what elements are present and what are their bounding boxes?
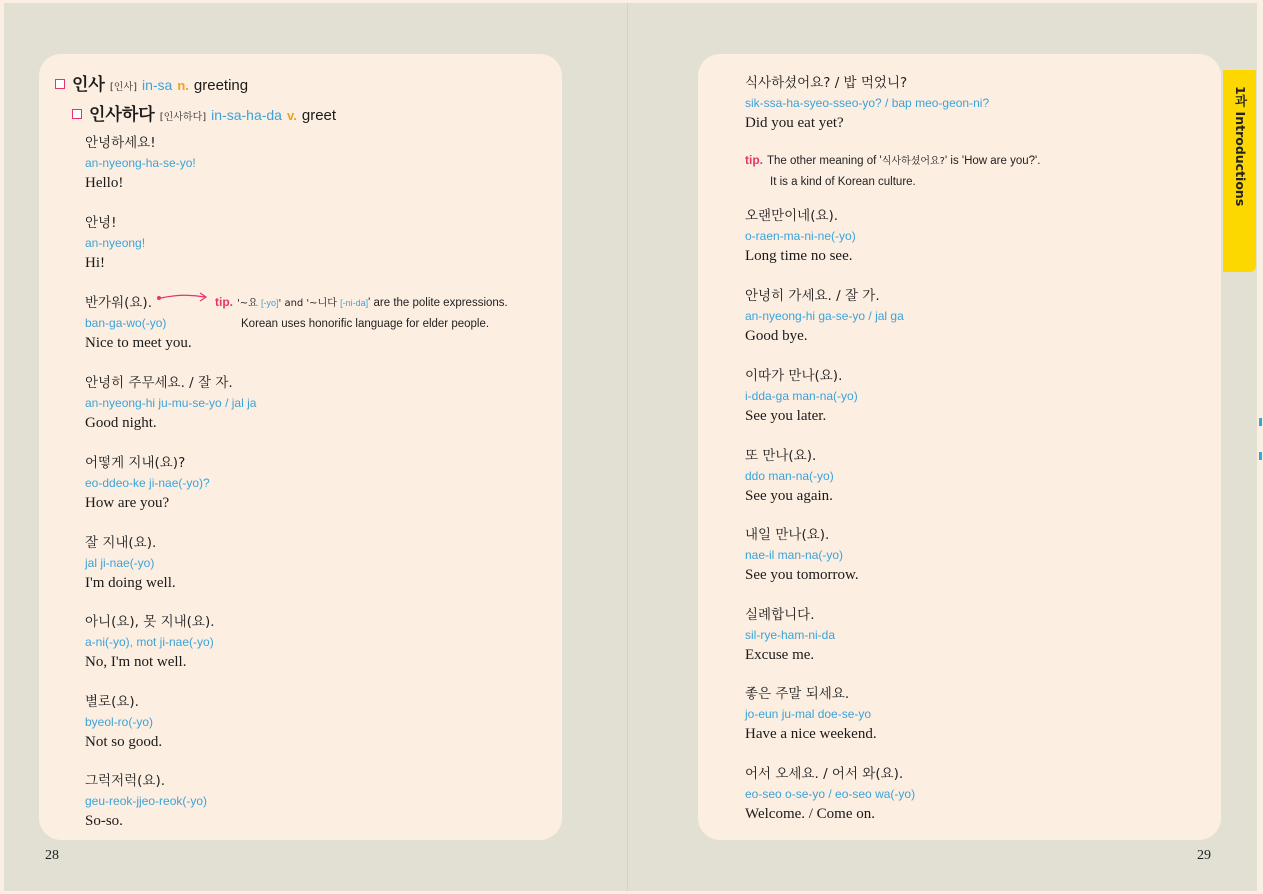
phrase-romanization: sik-ssa-ha-syeo-sseo-yo? / bap meo-geon-ni? xyxy=(745,96,990,110)
tip-note xyxy=(745,150,1040,193)
phrase-romanization: an-nyeong-hi ju-mu-se-yo / jal ja xyxy=(85,396,257,410)
tip-label: tip. xyxy=(745,153,763,167)
phrase-english: See you later. xyxy=(745,408,827,424)
tip-line-1 xyxy=(215,292,508,314)
phrase-korean: 별로(요). xyxy=(85,694,139,710)
phrase-korean: 잘 지내(요). xyxy=(85,535,157,551)
headword-pos: n. xyxy=(177,78,189,93)
phrase-english: Did you eat yet? xyxy=(745,115,844,131)
tip-arrow-icon xyxy=(155,292,211,306)
phrase-entry xyxy=(745,764,915,824)
phrase-english: Have a nice weekend. xyxy=(745,726,877,742)
subheadword-english: greet xyxy=(301,107,337,124)
edge-marker xyxy=(1259,452,1262,460)
phrase-romanization: jo-eun ju-mal doe-se-yo xyxy=(745,707,872,721)
phrase-entry xyxy=(85,692,162,752)
phrase-entry xyxy=(745,286,904,346)
headword-pronunciation: [인사] xyxy=(109,82,137,93)
phrase-korean: 오랜만이네(요). xyxy=(745,208,839,224)
headword xyxy=(55,70,248,95)
tip-label: tip. xyxy=(215,295,233,309)
phrase-entry xyxy=(745,366,858,426)
phrase-korean: 또 만나(요). xyxy=(745,448,817,464)
phrase-korean: 그럭저럭(요). xyxy=(85,773,166,789)
phrase-english: See you tomorrow. xyxy=(745,567,859,583)
subheadword-romanization: in-sa-ha-da xyxy=(211,107,282,123)
tip-note xyxy=(215,292,508,335)
phrase-korean: 실례합니다. xyxy=(745,607,815,623)
tip-text: '~요 xyxy=(237,298,258,309)
phrase-romanization: nae-il man-na(-yo) xyxy=(745,548,844,562)
phrase-english: Nice to meet you. xyxy=(85,335,192,351)
subheadword-pronunciation: [인사하다] xyxy=(159,112,207,123)
phrase-romanization: ban-ga-wo(-yo) xyxy=(85,316,167,330)
phrase-entry xyxy=(85,213,145,273)
phrase-entry xyxy=(745,73,989,133)
phrase-entry xyxy=(745,206,856,266)
checkbox-icon xyxy=(55,79,65,89)
checkbox-icon xyxy=(72,109,82,119)
tip-text: ' are the polite expressions. xyxy=(368,297,508,309)
headword-korean: 인사 xyxy=(72,75,105,95)
phrase-romanization: byeol-ro(-yo) xyxy=(85,715,154,729)
tip-line-2: It is a kind of Korean culture. xyxy=(770,176,916,188)
phrase-entry xyxy=(745,525,859,585)
tip-text: ' and '~니다 xyxy=(278,298,337,309)
phrase-english: Good bye. xyxy=(745,328,808,344)
phrase-english: Long time no see. xyxy=(745,248,853,264)
phrase-entry xyxy=(85,453,210,513)
page-number: 28 xyxy=(45,848,59,863)
tip-text: The other meaning of ' xyxy=(767,155,882,167)
book-gutter xyxy=(627,3,628,891)
phrase-english: Hi! xyxy=(85,255,105,271)
phrase-english: So-so. xyxy=(85,813,123,829)
headword-english: greeting xyxy=(193,77,249,94)
phrase-english: Hello! xyxy=(85,175,124,191)
tip-korean: 식사하셨어요? xyxy=(881,156,945,167)
phrase-english: Not so good. xyxy=(85,734,163,750)
phrase-korean: 안녕! xyxy=(85,215,117,231)
phrase-korean: 이따가 만나(요). xyxy=(745,368,843,384)
phrase-romanization: i-dda-ga man-na(-yo) xyxy=(745,389,858,403)
edge-marker xyxy=(1259,418,1262,426)
phrase-romanization: an-nyeong-hi ga-se-yo / jal ga xyxy=(745,309,904,323)
phrase-romanization: an-nyeong! xyxy=(85,236,146,250)
chapter-tab-label: 1과 Introductions xyxy=(1233,86,1248,207)
phrase-english: Welcome. / Come on. xyxy=(745,806,876,822)
phrase-romanization: eo-seo o-se-yo / eo-seo wa(-yo) xyxy=(745,787,916,801)
phrase-korean: 반가워(요). xyxy=(85,295,152,311)
phrase-korean: 안녕히 주무세요. / 잘 자. xyxy=(85,375,233,391)
phrase-english: I'm doing well. xyxy=(85,575,176,591)
phrase-korean: 어떻게 지내(요)? xyxy=(85,455,186,471)
phrase-romanization: an-nyeong-ha-se-yo! xyxy=(85,156,196,170)
phrase-english: Excuse me. xyxy=(745,647,815,663)
phrase-entry xyxy=(85,533,176,593)
phrase-entry xyxy=(85,612,215,672)
phrase-entry xyxy=(745,605,835,665)
phrase-korean: 내일 만나(요). xyxy=(745,527,830,543)
phrase-english: How are you? xyxy=(85,495,170,511)
phrase-english: See you again. xyxy=(745,488,833,504)
phrase-romanization: jal ji-nae(-yo) xyxy=(85,556,155,570)
phrase-romanization: eo-ddeo-ke ji-nae(-yo)? xyxy=(85,476,210,490)
phrase-english: No, I'm not well. xyxy=(85,654,187,670)
phrase-korean: 아니(요), 못 지내(요). xyxy=(85,614,215,630)
phrase-korean: 식사하셨어요? / 밥 먹었니? xyxy=(745,75,908,91)
phrase-entry xyxy=(85,771,207,831)
phrase-entry xyxy=(85,373,256,433)
phrase-romanization: sil-rye-ham-ni-da xyxy=(745,628,836,642)
tip-romanization: [-ni-da] xyxy=(340,298,369,308)
subheadword xyxy=(72,100,336,125)
phrase-romanization: a-ni(-yo), mot ji-nae(-yo) xyxy=(85,635,214,649)
phrase-english: Good night. xyxy=(85,415,157,431)
phrase-entry xyxy=(745,684,877,744)
phrase-korean: 좋은 주말 되세요. xyxy=(745,686,850,702)
phrase-romanization: ddo man-na(-yo) xyxy=(745,469,834,483)
phrase-korean: 안녕히 가세요. / 잘 가. xyxy=(745,288,880,304)
tip-line-1 xyxy=(745,150,1040,172)
subheadword-pos: v. xyxy=(286,108,297,123)
phrase-korean: 안녕하세요! xyxy=(85,135,156,151)
phrase-entry xyxy=(85,133,196,193)
phrase-romanization: o-raen-ma-ni-ne(-yo) xyxy=(745,229,856,243)
phrase-entry xyxy=(745,446,834,506)
tip-romanization: [-yo] xyxy=(261,298,279,308)
tip-text: ' is 'How are you?'. xyxy=(945,155,1041,167)
phrase-romanization: geu-reok-jjeo-reok(-yo) xyxy=(85,794,208,808)
tip-line-2: Korean uses honorific language for elder people. xyxy=(241,318,490,330)
page-number: 29 xyxy=(1197,848,1211,863)
headword-romanization: in-sa xyxy=(141,77,173,93)
subheadword-korean: 인사하다 xyxy=(89,105,155,125)
phrase-korean: 어서 오세요. / 어서 와(요). xyxy=(745,766,904,782)
